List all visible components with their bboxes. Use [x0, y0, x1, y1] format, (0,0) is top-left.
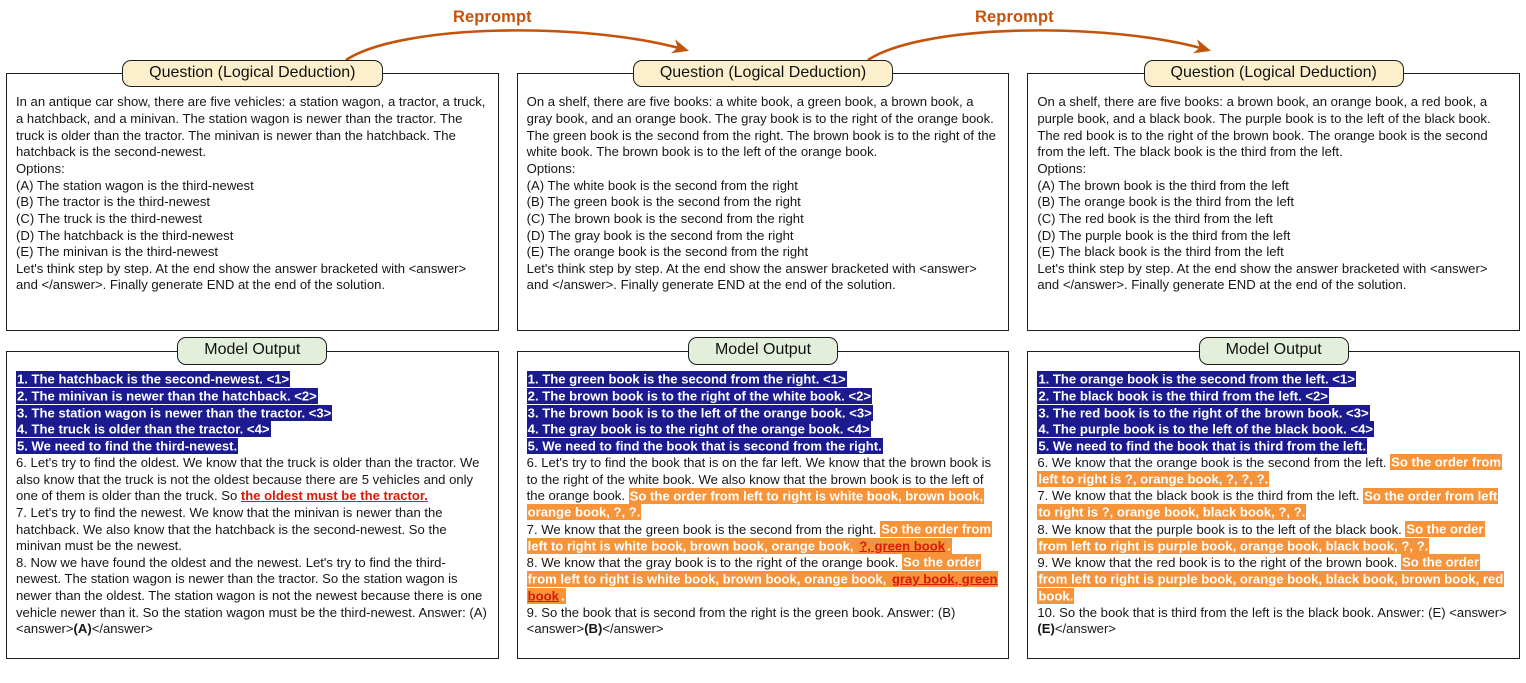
- question-legend-2: [633, 60, 893, 87]
- question-legend-3: [1144, 60, 1404, 87]
- output-line: [16, 372, 489, 389]
- question-header-label-1: Question (Logical Deduction): [122, 60, 382, 87]
- output-line: [527, 372, 1000, 389]
- highlight-run-blue: 5. We need to find the third-newest.: [17, 438, 238, 454]
- highlight-run-orange: So the order from left to right is purple book, orange book, black book, brown book, red book.: [1038, 554, 1504, 604]
- highlight-run-blue: 3. The brown book is to the left of the orange book. <3>: [527, 405, 872, 421]
- highlight-run-orange: So the order from left to right is white book, brown book, orange book, ?, ?.: [527, 488, 984, 520]
- output-line: [1037, 405, 1510, 422]
- highlight-run-orange: So the order from left to right is purple book, orange book, black book, ?, ?.: [1038, 521, 1484, 554]
- reprompt-arrow-2-path: [868, 30, 1208, 60]
- output-text-3: [1028, 365, 1519, 658]
- highlight-run-orange: So the order from left to right is white book, brown book, orange book,: [527, 554, 981, 587]
- output-line: 10. So the book that is third from the left is the black book. Answer: (E) <answer>(E)</answer>: [1037, 604, 1507, 637]
- output-header-label-2: Model Output: [688, 337, 838, 364]
- highlight-run-bold: (E): [1037, 621, 1055, 637]
- highlight-run-blue: 1. The hatchback is the second-newest. <1>: [17, 371, 290, 387]
- output-line: 6. We know that the orange book is the second from the left. So the order from left to right is ?, orange book, ?, ?, ?.: [1037, 454, 1501, 487]
- highlight-run-blue: 2. The brown book is to the right of the white book. <2>: [527, 388, 872, 404]
- output-header-label-3: Model Output: [1199, 337, 1349, 364]
- output-header-label-1: Model Output: [177, 337, 327, 364]
- output-line: [527, 405, 1000, 422]
- highlight-run-bold: (A): [73, 621, 92, 637]
- output-text-2: [518, 365, 1009, 658]
- highlight-run-blue: 4. The gray book is to the right of the orange book. <4>: [527, 421, 870, 437]
- question-text-1: In an antique car show, there are five vehicles: a station wagon, a tractor, a truck, a hatchback, and a minivan. The station wagon is newer than the tractor. The truck is older than the tractor. The minivan is newer than the hatchback. The hatchback is the second-newest. Options: (A) The station wagon is the third-newest (B) The tractor is the third-newest (C) The truck is the third-newest (D) The hatchback is the third-newest (E) The minivan is the third-newest Let's think step by step. At the end show the answer bracketed with <answer> and </answer>. Finally generate END at the end of the solution.: [16, 94, 486, 293]
- panel-3: [1027, 60, 1520, 659]
- highlight-run-orange: So the order from left to right is ?, orange book, ?, ?, ?.: [1038, 454, 1501, 487]
- output-line: 9. We know that the red book is to the right of the brown book. So the order from left to right is purple book, orange book, black book, brown book, red book.: [1037, 554, 1504, 604]
- output-box-1: [6, 337, 499, 658]
- highlight-run-orange: .: [947, 538, 951, 554]
- output-line: [527, 438, 1000, 455]
- question-header-label-2: Question (Logical Deduction): [633, 60, 893, 87]
- output-line: 8. We know that the gray book is to the right of the orange book. So the order from left to right is white book, brown book, orange book, gray book, green book .: [526, 554, 998, 604]
- highlight-run-orange-red: gray book, green book: [527, 571, 998, 604]
- output-line: 9. So the book that is second from the right is the green book. Answer: (B) <answer>(B)</answer>: [526, 604, 956, 637]
- highlight-run-orange: .: [560, 588, 565, 604]
- output-line: [1037, 372, 1510, 389]
- output-line: 6. Let's try to find the oldest. We know that the truck is older than the tractor. We also know that the truck is not the oldest because there are 5 vehicles and only one of them is older than the truck. So the oldest must be the tractor.: [16, 454, 480, 504]
- highlight-run-bold: (B): [584, 621, 603, 637]
- reprompt-label-2: Reprompt: [975, 8, 1054, 26]
- output-line: [1037, 388, 1510, 405]
- reprompt-label-1: Reprompt: [453, 8, 532, 26]
- highlight-run-blue: 4. The purple book is to the left of the black book. <4>: [1038, 421, 1374, 437]
- output-line: 7. We know that the green book is the second from the right. So the order from left to right is white book, brown book, orange book, ?, green book .: [526, 521, 992, 554]
- output-legend-2: [688, 337, 838, 364]
- output-box-3: [1027, 337, 1520, 658]
- output-line: [527, 422, 1000, 439]
- output-line: [16, 405, 489, 422]
- question-header-label-3: Question (Logical Deduction): [1144, 60, 1404, 87]
- highlight-run-blue: 3. The station wagon is newer than the tractor. <3>: [17, 405, 332, 421]
- highlight-run-blue: 3. The red book is to the right of the brown book. <3>: [1038, 405, 1369, 421]
- highlight-run-blue: 1. The green book is the second from the right. <1>: [527, 371, 846, 387]
- panels-row: [0, 60, 1526, 659]
- output-box-2: [517, 337, 1010, 658]
- highlight-run-blue: 1. The orange book is the second from the left. <1>: [1038, 371, 1355, 387]
- question-text-3: On a shelf, there are five books: a brown book, an orange book, a red book, a purple book, and a black book. The purple book is to the left of the black book. The red book is to the right of the brown book. The orange book is the second from the left. The black book is the third from the left. Options: (A) The brown book is the third from the left (B) The orange book is the third from the left (C) The red book is the third from the left (D) The purple book is the third from the left (E) The black book is the third from the left Let's think step by step. At the end show the answer bracketed with <answer> and </answer>. Finally generate END at the end of the solution.: [1037, 94, 1491, 293]
- highlight-run-red: the oldest must be the tractor.: [240, 488, 428, 504]
- output-line: [16, 438, 489, 455]
- panel-2: [517, 60, 1010, 659]
- panel-1: [6, 60, 499, 659]
- highlight-run-blue: 5. We need to find the book that is third from the left.: [1038, 438, 1367, 454]
- reprompt-arrow-1-path: [346, 30, 686, 60]
- highlight-run-blue: 5. We need to find the book that is second from the right.: [527, 438, 882, 454]
- output-line: [16, 388, 489, 405]
- output-line: [527, 388, 1000, 405]
- output-line: [1037, 438, 1510, 455]
- output-line: [1037, 422, 1510, 439]
- question-box-1: [6, 60, 499, 331]
- highlight-run-blue: 2. The minivan is newer than the hatchback. <2>: [17, 388, 317, 404]
- output-line: 8. We know that the purple book is to the left of the black book. So the order from left to right is purple book, orange book, black book, ?, ?.: [1037, 521, 1484, 554]
- question-box-3: [1027, 60, 1520, 331]
- output-line: 8. Now we have found the oldest and the newest. Let's try to find the third-newest. The station wagon is newer than the tractor. So the station wagon is newer than the oldest. The station wagon is not the newest because there is one vehicle newer than it. So the station wagon must be the third-newest. Answer: (A) <answer>(A)</answer>: [16, 554, 487, 637]
- output-line: [16, 422, 489, 439]
- highlight-run-blue: 4. The truck is older than the tractor. <4>: [17, 421, 270, 437]
- output-line: 7. We know that the black book is the third from the left. So the order from left to right is ?, orange book, black book, ?, ?.: [1037, 488, 1498, 520]
- output-legend-3: [1199, 337, 1349, 364]
- question-box-2: [517, 60, 1010, 331]
- question-text-2: On a shelf, there are five books: a white book, a green book, a brown book, a gray book, and an orange book. The gray book is to the right of the orange book. The green book is the second from the right. The brown book is to the right of the white book. The brown book is to the left of the orange book. Options: (A) The white book is the second from the right (B) The green book is the second from the right (C) The brown book is the second from the right (D) The gray book is the second from the right (E) The orange book is the second from the right Let's think step by step. At the end show the answer bracketed with <answer> and </answer>. Finally generate END at the end of the solution.: [526, 94, 996, 293]
- output-legend-1: [177, 337, 327, 364]
- highlight-run-orange: So the order from left to right is ?, orange book, black book, ?, ?.: [1038, 488, 1498, 520]
- question-legend-1: [122, 60, 382, 87]
- output-line: 7. Let's try to find the newest. We know that the minivan is newer than the hatchback. We also know that the hatchback is the second-newest. So the minivan must be the newest.: [16, 504, 447, 554]
- output-text-1: [7, 365, 498, 658]
- highlight-run-orange: So the order from left to right is white book, brown book, orange book,: [527, 521, 992, 554]
- output-line: 6. Let's try to find the book that is on the far left. We know that the brown book is to the right of the white book. We also know that the brown book is to the left of the orange book. So the order from left to right is white book, brown book, orange book, ?, ?.: [526, 454, 992, 520]
- highlight-run-orange-red: ?, green book: [859, 538, 946, 554]
- highlight-run-blue: 2. The black book is the third from the left. <2>: [1038, 388, 1328, 404]
